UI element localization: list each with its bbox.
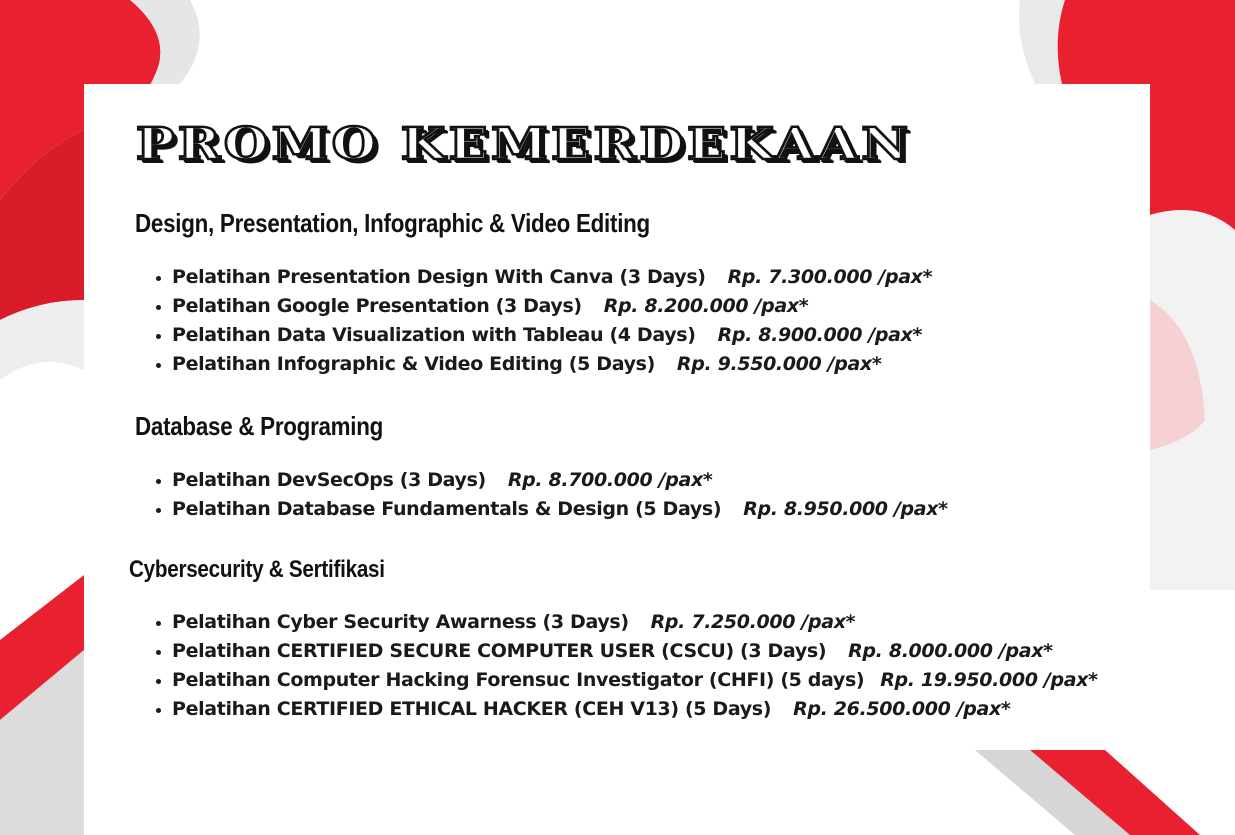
list-item	[172, 466, 948, 495]
course-name: Pelatihan Database Fundamentals & Design (5 Days)	[172, 498, 722, 520]
list-item	[172, 495, 948, 524]
list-item	[172, 666, 1098, 695]
section-heading-database: Database & Programing	[135, 411, 384, 441]
course-price: Rp. 7.250.000 /pax*	[650, 611, 856, 633]
course-list-database	[150, 466, 948, 524]
course-name: Pelatihan DevSecOps (3 Days)	[172, 469, 486, 491]
list-item	[172, 608, 1098, 637]
course-name: Pelatihan CERTIFIED SECURE COMPUTER USER (CSCU) (3 Days)	[172, 640, 827, 662]
promo-title: PROMO KEMERDEKAAN	[136, 119, 912, 170]
course-list-cybersecurity	[150, 608, 1098, 724]
course-name: Pelatihan Computer Hacking Forensuc Investigator (CHFI) (5 days)	[172, 669, 865, 691]
course-name: Pelatihan Google Presentation (3 Days)	[172, 295, 582, 317]
course-price: Rp. 8.950.000 /pax*	[743, 498, 948, 520]
list-item	[172, 263, 932, 292]
course-price: Rp. 9.550.000 /pax*	[676, 353, 882, 375]
course-price: Rp. 8.700.000 /pax*	[507, 469, 713, 491]
course-price: Rp. 8.900.000 /pax*	[717, 324, 923, 346]
course-price: Rp. 8.200.000 /pax*	[603, 295, 809, 317]
section-heading-design: Design, Presentation, Infographic & Video Editing	[135, 208, 650, 238]
course-price: Rp. 8.000.000 /pax*	[848, 640, 1053, 662]
list-item	[172, 695, 1098, 724]
course-name: Pelatihan Data Visualization with Tableau (4 Days)	[172, 324, 696, 346]
course-name: Pelatihan CERTIFIED ETHICAL HACKER (CEH V13) (5 Days)	[172, 698, 772, 720]
course-name: Pelatihan Presentation Design With Canva (3 Days)	[172, 266, 706, 288]
list-item	[172, 292, 932, 321]
list-item	[172, 637, 1098, 666]
course-name: Pelatihan Infographic & Video Editing (5 Days)	[172, 353, 655, 375]
course-price: Rp. 26.500.000 /pax*	[793, 698, 1011, 720]
course-price: Rp. 19.950.000 /pax*	[880, 669, 1098, 691]
course-price: Rp. 7.300.000 /pax*	[727, 266, 933, 288]
list-item	[172, 350, 932, 379]
course-name: Pelatihan Cyber Security Awarness (3 Days)	[172, 611, 629, 633]
section-heading-cybersecurity: Cybersecurity & Sertifikasi	[129, 556, 385, 583]
course-list-design	[150, 263, 932, 379]
list-item	[172, 321, 932, 350]
